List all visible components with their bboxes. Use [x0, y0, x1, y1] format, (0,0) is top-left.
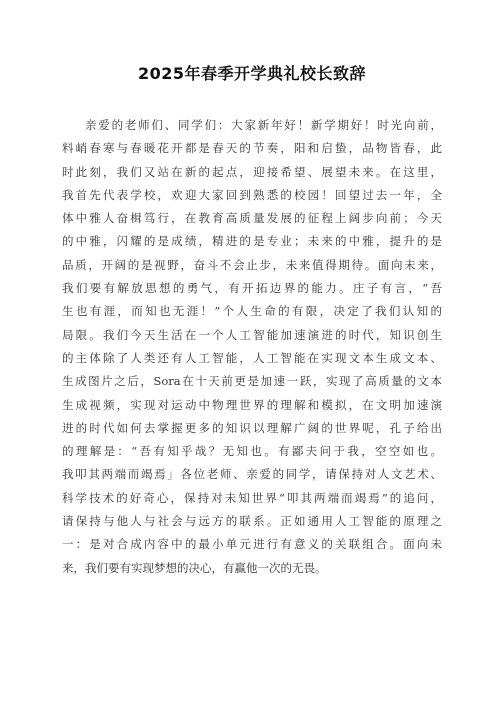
- body-line: 进的时代如何去掌握更多的知识以理解广阔的世界呢，孔子给出: [62, 420, 442, 435]
- body-line: 请保持与他人与社会与远方的联系。正如通用人工智能的原理之: [62, 514, 442, 529]
- body-line: 的中雅，闪耀的是成绩，精进的是专业；未来的中雅，提升的是: [62, 234, 442, 249]
- body-line: 料峭春寒与春暖花开都是春天的节奏，阳和启蛰，品物皆春，此: [62, 141, 442, 156]
- body-line: 我首先代表学校，欢迎大家回到熟悉的校园！回望过去一年，全: [62, 187, 442, 202]
- body-line: 亲爱的老师们、同学们：大家新年好！新学期好！时光向前，: [85, 118, 442, 132]
- body-line: 我叩其两端而竭焉」各位老师、亲爱的同学，请保持对人文艺术、: [62, 467, 442, 482]
- body-line: 的主体除了人类还有人工智能，人工智能在实现文本生成文本、: [62, 350, 442, 365]
- body-line: 科学技术的好奇心，保持对未知世界“叩其两端而竭焉”的追问，: [62, 490, 442, 505]
- body-line: 品质，开阔的是视野，奋斗不会止步，未来值得期待。面向未来，: [62, 257, 442, 272]
- body-line: 体中雅人奋楫笃行，在教育高质量发展的征程上阔步向前；今天: [62, 211, 442, 226]
- body-line: 我们要有解放思想的勇气，有开拓边界的能力。庄子有言，“吾: [62, 281, 442, 296]
- body-line: 生成视频，实现对运动中物理世界的理解和模拟，在文明加速演: [62, 397, 442, 412]
- body-line: 的理解是：“吾有知乎哉？无知也。有鄙夫问于我，空空如也。: [62, 444, 442, 459]
- body-line: 一：是对合成内容中的最小单元进行有意义的关联组合。面向未: [62, 537, 442, 552]
- body-line: 生成图片之后，Sora在十天前更是加速一跃，实现了高质量的文本: [62, 374, 442, 389]
- document-title: 2025年春季开学典礼校长致辞: [137, 64, 367, 83]
- body-line: 来，我们要有实现梦想的决心，有赢他一次的无畏。: [62, 560, 327, 575]
- body-line: 生也有涯，而知也无涯！”个人生命的有限，决定了我们认知的: [62, 304, 442, 319]
- body-line: 局限。我们今天生活在一个人工智能加速演进的时代，知识创生: [62, 327, 442, 342]
- speech-body: [62, 114, 442, 580]
- body-line: 时此刻，我们又站在新的起点，迎接希望、展望未来。在这里，: [62, 164, 442, 179]
